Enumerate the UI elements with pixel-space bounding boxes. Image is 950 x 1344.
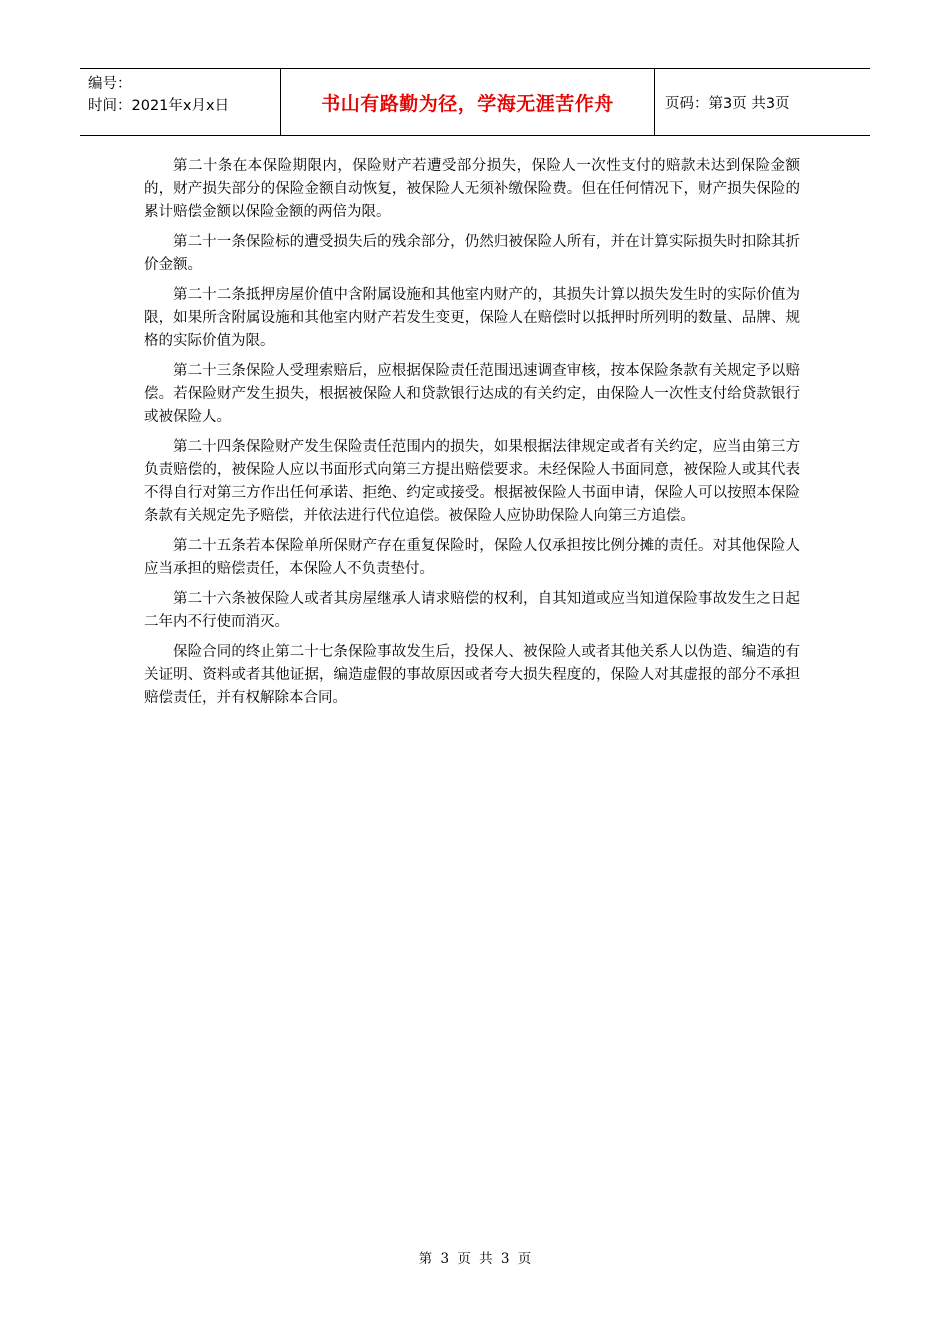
header-motto: 书山有路勤为径，学海无涯苦作舟 [280, 69, 655, 135]
article-24: 第二十四条保险财产发生保险责任范围内的损失，如果根据法律规定或者有关约定，应当由第三方负责赔偿的，被保险人应以书面形式向第三方提出赔偿要求。未经保险人书面同意，被保险人或其代表不得自行对第三方作出任何承诺、拒绝、约定或接受。根据被保险人书面申请，保险人可以按照本保险条款有关规定先予赔偿，并依法进行代位追偿。被保险人应协助保险人向第三方追偿。 [144, 439, 800, 524]
document-time-label: 时间：2021年x月x日 [88, 98, 230, 114]
article-26: 第二十六条被保险人或者其房屋继承人请求赔偿的权利，自其知道或应当知道保险事故发生之日起二年内不行使而消灭。 [144, 591, 800, 630]
document-number-label: 编号： [88, 76, 132, 92]
header-page-info: 页码：第3页 共3页 [665, 95, 790, 112]
article-22: 第二十二条抵押房屋价值中含附属设施和其他室内财产的，其损失计算以损失发生时的实际价值为限，如果所含附属设施和其他室内财产若发生变更，保险人在赔偿时以抵押时所列明的数量、品牌、规格的实际价值为限。 [144, 287, 800, 349]
article-27: 保险合同的终止第二十七条保险事故发生后，投保人、被保险人或者其他关系人以伪造、编造的有关证明、资料或者其他证据，编造虚假的事故原因或者夸大损失程度的，保险人对其虚报的部分不承担赔偿责任，并有权解除本合同。 [144, 644, 800, 706]
article-23: 第二十三条保险人受理索赔后，应根据保险责任范围迅速调查审核，按本保险条款有关规定予以赔偿。若保险财产发生损失，根据被保险人和贷款银行达成的有关约定，由保险人一次性支付给贷款银行或被保险人。 [144, 363, 800, 425]
article-25: 第二十五条若本保险单所保财产存在重复保险时，保险人仅承担按比例分摊的责任。对其他保险人应当承担的赔偿责任，本保险人不负责垫付。 [144, 538, 800, 577]
header-meta [80, 69, 280, 135]
document-body [144, 155, 800, 717]
page-footer: 第 3 页 共 3 页 [418, 1251, 532, 1267]
document-header [80, 68, 870, 136]
article-21: 第二十一条保险标的遭受损失后的残余部分，仍然归被保险人所有，并在计算实际损失时扣除其折价金额。 [144, 234, 800, 273]
article-20: 第二十条在本保险期限内，保险财产若遭受部分损失，保险人一次性支付的赔款未达到保险金额的，财产损失部分的保险金额自动恢复，被保险人无须补缴保险费。但在任何情况下，财产损失保险的累计赔偿金额以保险金额的两倍为限。 [144, 158, 800, 220]
